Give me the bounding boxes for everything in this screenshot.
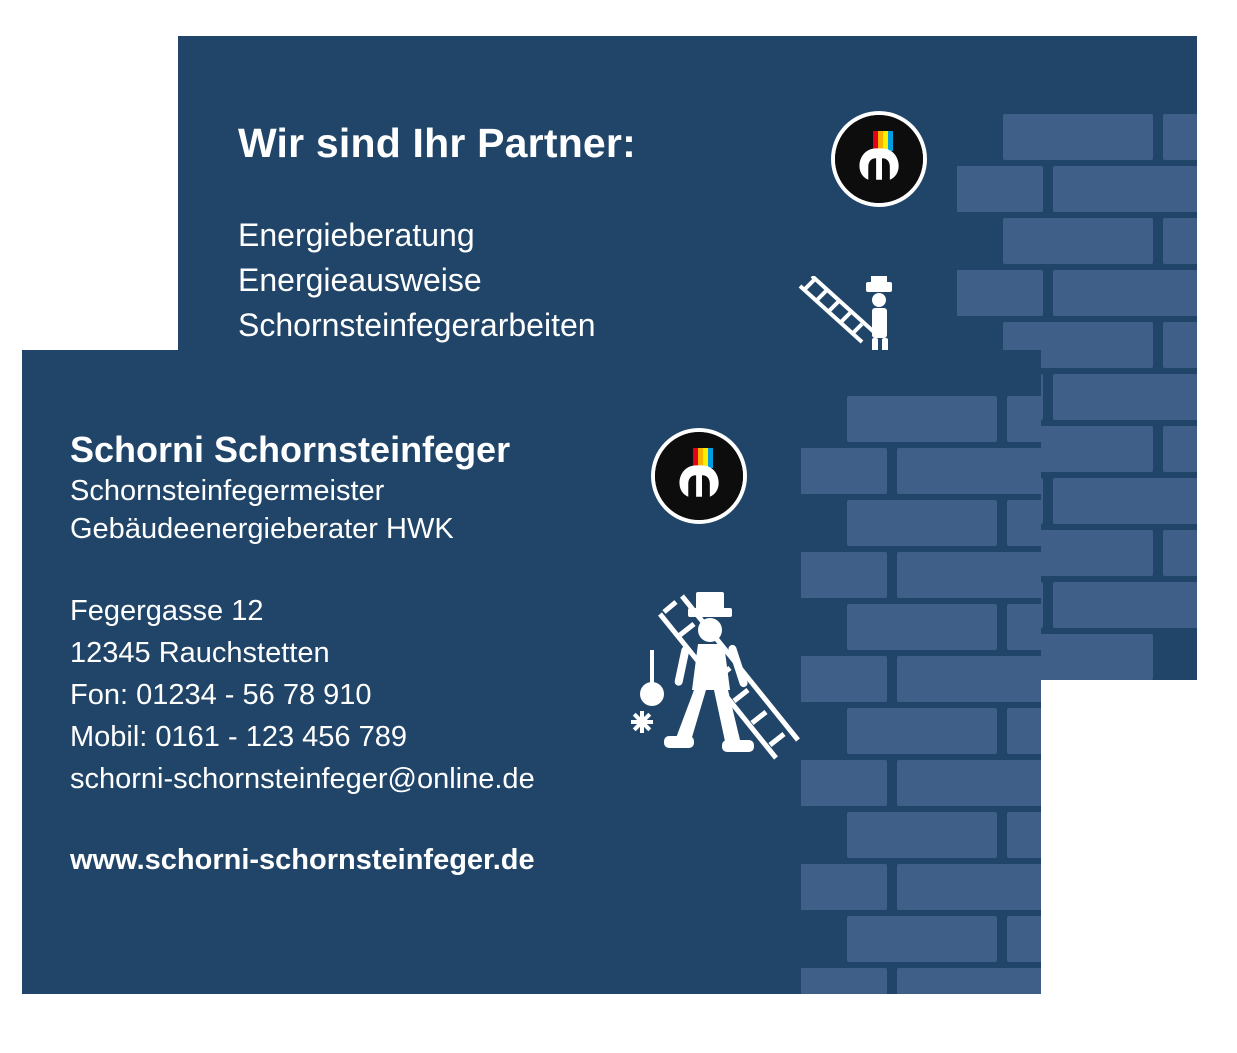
back-card-text bbox=[238, 120, 636, 348]
sweeper-svg bbox=[622, 590, 812, 790]
list-item: Schornsteinfegerarbeiten bbox=[238, 307, 596, 343]
address-street: Fegergasse 12 bbox=[70, 595, 264, 627]
chimney-sweep-guild-logo-icon bbox=[831, 111, 927, 207]
mobile: Mobil: 0161 - 123 456 789 bbox=[70, 721, 407, 753]
brick-wall-svg bbox=[801, 350, 1041, 994]
contact-block bbox=[70, 590, 535, 800]
role-line: Gebäudeenergieberater HWK bbox=[70, 513, 454, 545]
list-item: Energieberatung bbox=[238, 217, 475, 253]
email: schorni-schornsteinfeger@online.de bbox=[70, 763, 535, 795]
website: www.schorni-schornsteinfeger.de bbox=[70, 844, 535, 876]
front-card-text bbox=[70, 428, 535, 877]
role-line: Schornsteinfegermeister bbox=[70, 475, 385, 507]
company-name: Schorni Schornsteinfeger bbox=[70, 429, 511, 470]
list-item: Energieausweise bbox=[238, 262, 482, 298]
guild-logo-svg bbox=[835, 115, 923, 203]
back-card-title: Wir sind Ihr Partner: bbox=[238, 120, 636, 166]
brick-chimney-icon bbox=[801, 350, 1041, 994]
chimney-sweep-guild-logo-icon bbox=[651, 428, 747, 524]
guild-logo-svg bbox=[655, 432, 743, 520]
address-city: 12345 Rauchstetten bbox=[70, 637, 330, 669]
business-card-front bbox=[22, 350, 1041, 994]
chimney-sweep-walking-with-ladder-icon bbox=[622, 590, 812, 790]
service-list bbox=[238, 213, 636, 348]
phone: Fon: 01234 - 56 78 910 bbox=[70, 679, 372, 711]
